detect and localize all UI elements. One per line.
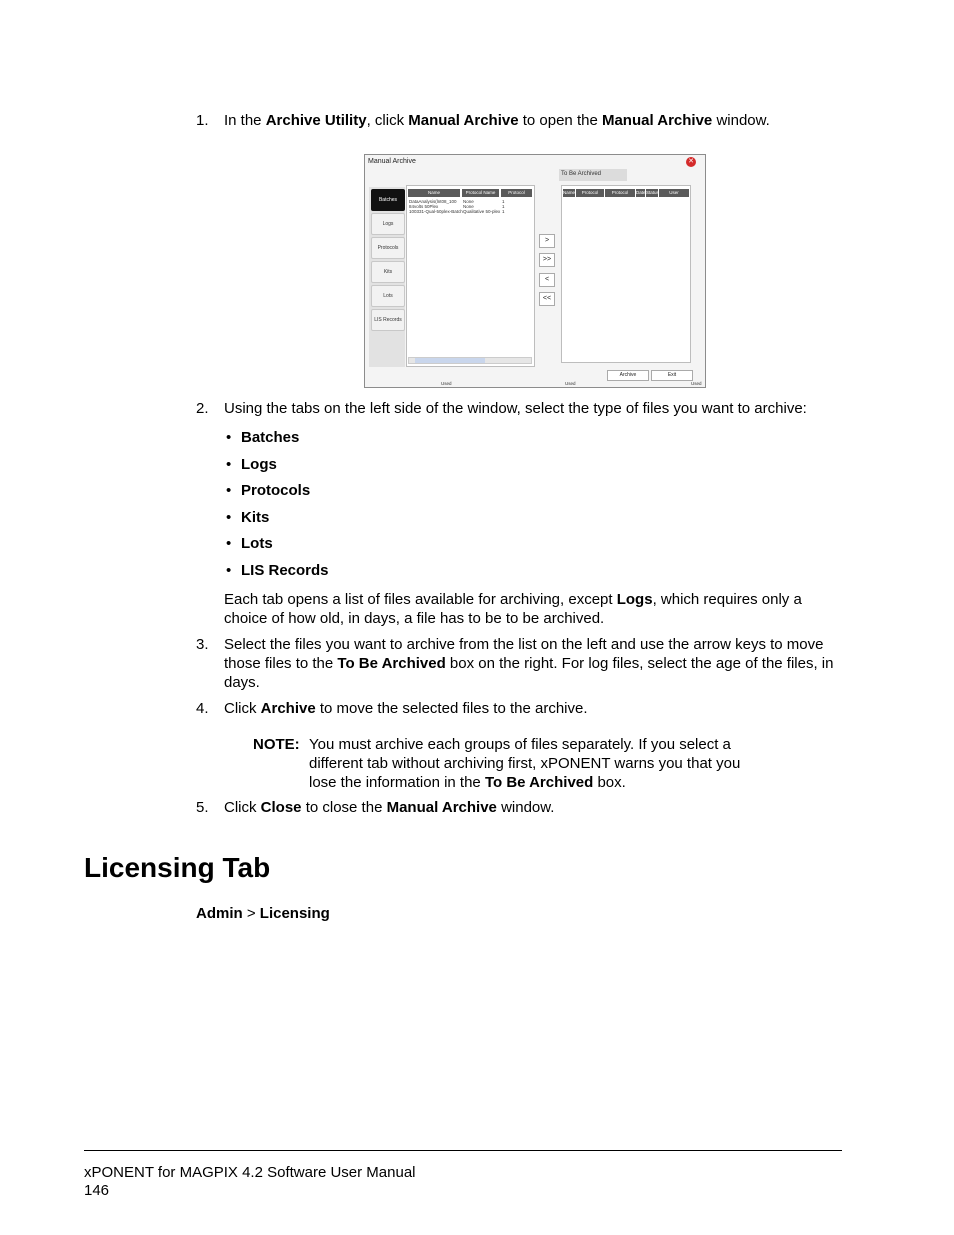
step-text: Click Close to close the Manual Archive window. (224, 799, 555, 816)
column-header: Protocol Version (501, 189, 532, 197)
step-number: 1. (196, 112, 209, 129)
step-text: Select the files you want to archive from the list on the left and use the arrow keys to move those files to the To Be Archived box on the right. For log files, select the age of the files, in days. (224, 636, 834, 691)
footer-divider (84, 1150, 842, 1151)
move-left-button: < (539, 273, 555, 287)
list-item: 100331-Qual-50plex-Batch (409, 209, 463, 214)
used-label: Used (691, 381, 702, 386)
step-number: 3. (196, 636, 209, 653)
tab-lis-records: LIS Records (371, 309, 405, 331)
tab-kits: Kits (371, 261, 405, 283)
list-item: None (463, 204, 474, 209)
tab-batches: Batches (371, 189, 405, 211)
list-item: DataAnalysis(lnt08_100 (409, 199, 457, 204)
to-be-archived-label: To Be Archived (561, 171, 602, 177)
column-header: User (659, 189, 689, 197)
breadcrumb: Admin > Licensing (196, 905, 330, 922)
available-files-list (406, 185, 535, 367)
note-label: NOTE: (253, 736, 300, 753)
step-number: 5. (196, 799, 209, 816)
manual-archive-screenshot (364, 154, 706, 388)
footer-manual-title: xPONENT for MAGPIX 4.2 Software User Manual (84, 1164, 416, 1181)
window-title: Manual Archive (368, 158, 416, 165)
tab-lots: Lots (371, 285, 405, 307)
tab-logs: Logs (371, 213, 405, 235)
used-label: Used (441, 381, 452, 386)
column-header: Status (646, 190, 659, 195)
step-number: 4. (196, 700, 209, 717)
move-right-button: > (539, 234, 555, 248)
column-header: Name (408, 189, 460, 197)
used-label: Used (565, 381, 576, 386)
list-item: 1 (502, 199, 505, 204)
list-item: 1 (502, 209, 505, 214)
column-header: Protocol Name (576, 189, 604, 197)
tab-protocols: Protocols (371, 237, 405, 259)
archive-button: Archive (607, 370, 649, 381)
column-header: Protocol Version (605, 189, 635, 197)
scroll-thumb (415, 358, 485, 363)
column-header: Date (636, 190, 646, 195)
move-all-right-button: >> (539, 253, 555, 267)
list-item: 1 (502, 204, 505, 209)
column-header: Protocol Name (462, 189, 499, 197)
step-text: In the Archive Utility, click Manual Archive to open the Manual Archive window. (224, 112, 770, 129)
exit-button: Exit (651, 370, 693, 381)
step-text: Click Archive to move the selected files to the archive. (224, 700, 588, 717)
tab-description: Each tab opens a list of files available for archiving, except Logs, which requires only a choice of how old, in days, a file has to be to be archived. (224, 591, 802, 627)
section-heading: Licensing Tab (84, 852, 271, 883)
close-icon: ✕ (686, 157, 696, 167)
page-number: 146 (84, 1182, 110, 1199)
to-be-archived-list (561, 185, 691, 363)
step-text: Using the tabs on the left side of the window, select the type of files you want to archive: (224, 400, 807, 417)
list-item: 84volts 50Plex (409, 204, 439, 209)
column-header: Name (563, 190, 576, 195)
move-all-left-button: << (539, 292, 555, 306)
note-text: You must archive each groups of files separately. If you select a different tab without archiving first, xPONENT warns you that you lose the information in the To Be Archived box. (309, 736, 741, 791)
list-item: Qualitative 50-plex (463, 209, 501, 214)
step-number: 2. (196, 400, 209, 417)
list-item: None (463, 199, 474, 204)
horizontal-scrollbar (408, 357, 532, 364)
